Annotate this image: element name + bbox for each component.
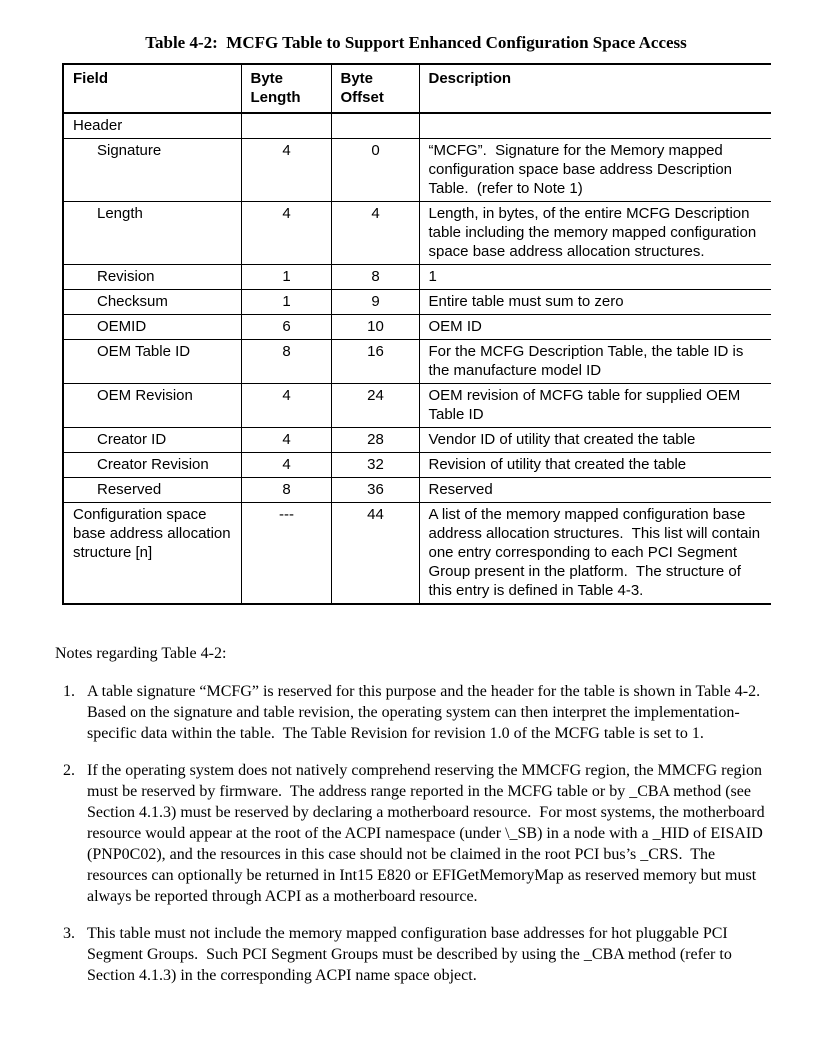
notes-heading: Notes regarding Table 4-2: (55, 645, 227, 662)
field-cell: Reserved (63, 478, 241, 503)
mcfg-table-container (62, 63, 770, 605)
byte-offset-cell: 16 (331, 340, 419, 384)
table-row (63, 202, 771, 265)
field-cell: OEMID (63, 315, 241, 340)
column-header-description: Description (419, 64, 771, 113)
byte-offset-cell: 9 (331, 290, 419, 315)
table-row (63, 478, 771, 503)
note-item (55, 923, 777, 986)
byte-length-cell: 4 (241, 428, 331, 453)
description-cell: Length, in bytes, of the entire MCFG Description table including the memory mapped configuration space base address allocation structures. (419, 202, 771, 265)
field-cell: Configuration space base address allocation structure [n] (63, 503, 241, 605)
note-text: This table must not include the memory mapped configuration base addresses for hot pluggable PCI Segment Groups. Such PCI Segment Groups must be described by using the _CBA method (refer to Section 4.1.3) in the corresponding ACPI name space object. (87, 925, 736, 984)
byte-offset-cell: 36 (331, 478, 419, 503)
description-cell: A list of the memory mapped configuration base address allocation structures. This list will contain one entry corresponding to each PCI Segment Group present in the platform. The structure of this entry is defined in Table 4-3. (419, 503, 771, 605)
note-number: 2. (63, 762, 75, 779)
description-cell: OEM ID (419, 315, 771, 340)
field-cell: Creator ID (63, 428, 241, 453)
table-row (63, 290, 771, 315)
note-item (55, 681, 777, 744)
field-cell: Signature (63, 139, 241, 202)
byte-offset-cell: 4 (331, 202, 419, 265)
table-row (63, 265, 771, 290)
byte-offset-cell: 0 (331, 139, 419, 202)
field-cell: Header (63, 113, 241, 139)
table-caption: Table 4-2: MCFG Table to Support Enhanced Configuration Space Access (145, 33, 687, 52)
description-cell: For the MCFG Description Table, the table ID is the manufacture model ID (419, 340, 771, 384)
table-row (63, 384, 771, 428)
byte-offset-cell: 24 (331, 384, 419, 428)
description-cell: Reserved (419, 478, 771, 503)
table-row (63, 315, 771, 340)
byte-offset-cell: 10 (331, 315, 419, 340)
column-header-byte-offset: Byte Offset (331, 64, 419, 113)
table-header-row (63, 64, 771, 113)
mcfg-table (62, 63, 771, 605)
byte-length-cell: 4 (241, 139, 331, 202)
byte-offset-cell: 28 (331, 428, 419, 453)
byte-length-cell: 6 (241, 315, 331, 340)
byte-length-cell: 1 (241, 290, 331, 315)
byte-offset-cell (331, 113, 419, 139)
byte-offset-cell: 44 (331, 503, 419, 605)
byte-offset-cell: 8 (331, 265, 419, 290)
byte-length-cell: 4 (241, 453, 331, 478)
field-cell: Checksum (63, 290, 241, 315)
byte-length-cell: 4 (241, 384, 331, 428)
note-text: If the operating system does not natively comprehend reserving the MMCFG region, the MMCFG region must be reserved by firmware. The address range reported in the MCFG table or by _CBA method (see Section 4.1.3) must be reserved by declaring a motherboard resource. For most systems, the motherboard resource would appear at the root of the ACPI namespace (under \_SB) in a node with a _HID of EISAID (PNP0C02), and the resources in this case should not be claimed in the root PCI bus’s _CRS. The resources can optionally be returned in Int15 E820 or EFIGetMemoryMap as reserved memory but must always be reported through ACPI as a motherboard resource. (87, 762, 769, 905)
byte-offset-cell: 32 (331, 453, 419, 478)
field-cell: Creator Revision (63, 453, 241, 478)
table-row (63, 453, 771, 478)
column-header-field: Field (63, 64, 241, 113)
description-cell: Entire table must sum to zero (419, 290, 771, 315)
byte-length-cell: 8 (241, 340, 331, 384)
field-cell: Length (63, 202, 241, 265)
column-header-byte-length: Byte Length (241, 64, 331, 113)
table-row (63, 428, 771, 453)
description-cell: “MCFG”. Signature for the Memory mapped configuration space base address Description Table. (refer to Note 1) (419, 139, 771, 202)
note-item (55, 760, 777, 907)
note-number: 1. (63, 683, 75, 700)
table-row (63, 503, 771, 605)
table-row (63, 113, 771, 139)
description-cell (419, 113, 771, 139)
table-row (63, 340, 771, 384)
byte-length-cell: 1 (241, 265, 331, 290)
description-cell: OEM revision of MCFG table for supplied OEM Table ID (419, 384, 771, 428)
description-cell: Revision of utility that created the table (419, 453, 771, 478)
description-cell: Vendor ID of utility that created the table (419, 428, 771, 453)
byte-length-cell: 8 (241, 478, 331, 503)
notes-section (55, 643, 777, 986)
field-cell: OEM Revision (63, 384, 241, 428)
field-cell: OEM Table ID (63, 340, 241, 384)
note-text: A table signature “MCFG” is reserved for this purpose and the header for the table is shown in Table 4-2. Based on the signature and table revision, the operating system can then interpret the implementation-specific data within the table. The Table Revision for revision 1.0 of the MCFG table is set to 1. (87, 683, 769, 742)
byte-length-cell: 4 (241, 202, 331, 265)
notes-list (55, 681, 777, 986)
byte-length-cell (241, 113, 331, 139)
description-cell: 1 (419, 265, 771, 290)
field-cell: Revision (63, 265, 241, 290)
table-row (63, 139, 771, 202)
byte-length-cell: --- (241, 503, 331, 605)
note-number: 3. (63, 925, 75, 942)
